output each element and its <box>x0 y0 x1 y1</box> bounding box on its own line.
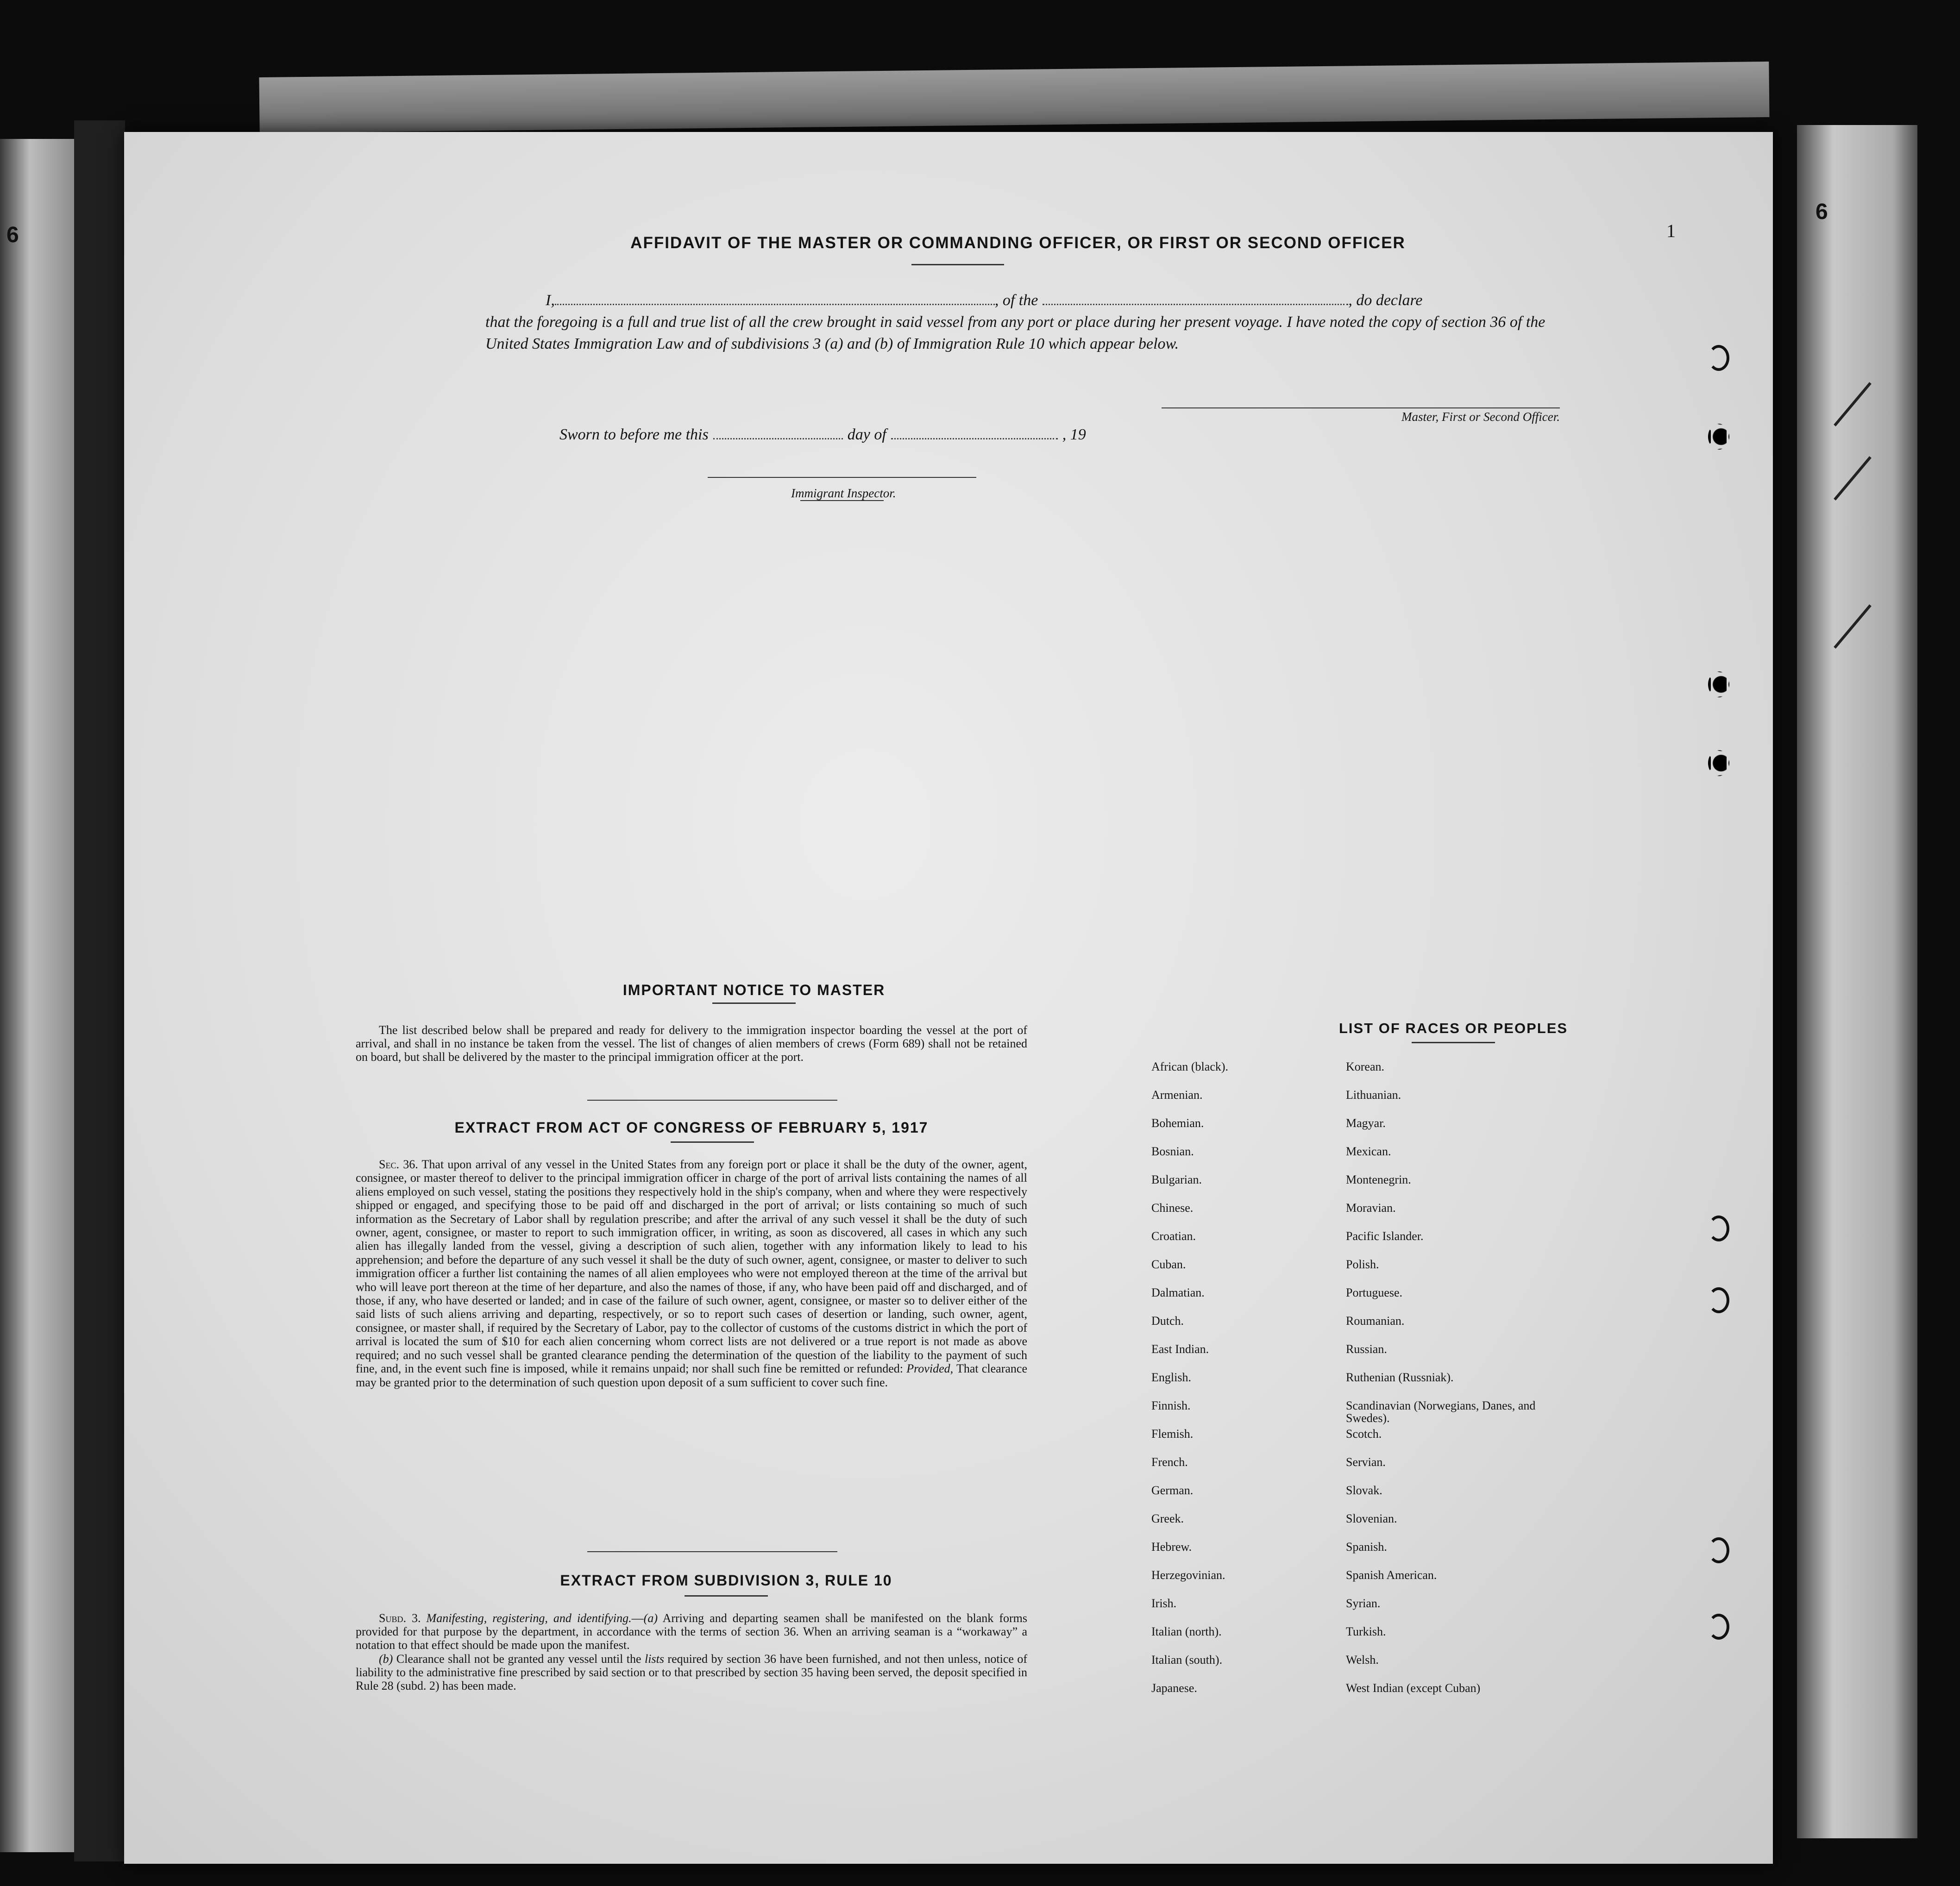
race-item: Greek. <box>1151 1512 1184 1525</box>
manifest-page <box>124 132 1773 1864</box>
subdivision-heading: Manifesting, registering, and identifying. <box>426 1611 632 1625</box>
race-item: Scotch. <box>1346 1427 1382 1441</box>
race-item: Bosnian. <box>1151 1145 1194 1158</box>
sworn-day-field[interactable] <box>713 435 843 439</box>
page-marker: 1 <box>1666 220 1676 241</box>
race-item: Ruthenian (Russniak). <box>1346 1371 1454 1384</box>
race-item: Lithuanian. <box>1346 1088 1401 1102</box>
race-item: Portuguese. <box>1346 1286 1403 1299</box>
affidavit-declaration <box>485 289 1560 355</box>
race-item: Scandinavian (Norwegians, Danes, and Swedes). <box>1346 1399 1536 1425</box>
race-item: Croatian. <box>1151 1229 1196 1243</box>
adjacent-right-sheet <box>1797 125 1917 1838</box>
race-item: Spanish American. <box>1346 1568 1437 1582</box>
proviso-text: That clearance may be granted prior to the determination of such question upon deposit of a sum sufficient to cover such fine. <box>356 1362 1027 1389</box>
signature-caption: Master, First or Second Officer. <box>1401 410 1560 424</box>
race-item: Montenegrin. <box>1346 1173 1411 1186</box>
race-item: Turkish. <box>1346 1625 1386 1638</box>
race-item: Servian. <box>1346 1455 1386 1469</box>
paragraph-b-lists: lists <box>645 1652 664 1666</box>
race-item: Italian (north). <box>1151 1625 1222 1638</box>
race-item: Cuban. <box>1151 1258 1186 1271</box>
check-mark <box>1834 604 1872 649</box>
race-item: Russian. <box>1346 1342 1387 1356</box>
proviso-label: Provided, <box>906 1362 954 1376</box>
race-item: African (black). <box>1151 1060 1229 1073</box>
race-item: Spanish. <box>1346 1540 1387 1554</box>
race-item: Mexican. <box>1346 1145 1391 1158</box>
race-item: German. <box>1151 1484 1194 1497</box>
notice-title: IMPORTANT NOTICE TO MASTER <box>622 982 886 998</box>
rule-extract-title: EXTRACT FROM SUBDIVISION 3, RULE 10 <box>560 1572 892 1589</box>
punch-hole <box>1708 345 1729 371</box>
section-36-text <box>356 1158 1027 1389</box>
race-item: Flemish. <box>1151 1427 1194 1441</box>
race-item: Roumanian. <box>1346 1314 1405 1328</box>
vessel-prefix: , of the <box>994 292 1038 309</box>
subdivision-label: Subd. 3. <box>379 1611 421 1625</box>
affidavit-body: that the foregoing is a full and true list of all the crew brought in said vessel from any port or place during her present voyage. I have noted the copy of section 36 of the United States Immigration Law and of subdivisions 3 (a) and (b) of Immigration Rule 10 which appear below. <box>485 313 1545 352</box>
paragraph-a: Subd. 3. Manifesting, registering, and identifying.—(a) Arriving and departing seamen shall be manifested on the blank forms provided for that purpose by the department, in accordance with the terms of section 36. When an arriving seaman is a “workaway” a notation to that effect should be made upon the manifest. <box>356 1611 1027 1652</box>
race-item: Bulgarian. <box>1151 1173 1202 1186</box>
race-item: Dutch. <box>1151 1314 1184 1328</box>
race-item: Herzegovinian. <box>1151 1568 1225 1582</box>
binding-strip <box>74 120 125 1861</box>
race-item: Finnish. <box>1151 1399 1191 1412</box>
paragraph-b-text-2: required by section 36 have been furnished, and not then unless, notice of liability to the administrative fine prescribed by said section or to that prescribed by section 35 having been served, the deposit specified in Rule 28 (subd. 2) has been made. <box>356 1652 1028 1693</box>
vessel-name-field[interactable] <box>1043 301 1348 305</box>
affidavit-title: AFFIDAVIT OF THE MASTER OR COMMANDING OFFICER, OR FIRST OR SECOND OFFICER <box>630 234 1406 252</box>
race-item: East Indian. <box>1151 1342 1209 1356</box>
race-item: Hebrew. <box>1151 1540 1192 1554</box>
adjacent-left-sheet <box>0 139 74 1852</box>
race-item: Magyar. <box>1346 1116 1386 1130</box>
race-item: Dalmatian. <box>1151 1286 1205 1299</box>
sworn-prefix: Sworn to before me this <box>559 426 709 443</box>
race-item: Japanese. <box>1151 1681 1197 1695</box>
signature-line[interactable] <box>1162 407 1560 408</box>
race-item: Polish. <box>1346 1258 1379 1271</box>
race-item: Chinese. <box>1151 1201 1194 1215</box>
notice-rule <box>712 1003 796 1004</box>
section-divider <box>587 1100 837 1101</box>
rule-extract-rule <box>685 1595 768 1597</box>
punch-hole <box>1708 671 1729 697</box>
race-item: Bohemian. <box>1151 1116 1204 1130</box>
act-extract-title: EXTRACT FROM ACT OF CONGRESS OF FEBRUARY 5, 1917 <box>454 1119 929 1136</box>
sworn-month-field[interactable] <box>891 435 1058 439</box>
check-mark <box>1834 382 1872 426</box>
inspector-caption: Immigrant Inspector. <box>791 486 896 500</box>
races-title-rule <box>1412 1042 1495 1043</box>
race-item: Korean. <box>1346 1060 1385 1073</box>
declarant-prefix: I, <box>546 292 555 309</box>
punch-hole <box>1708 750 1729 776</box>
sworn-year-label: , 19 <box>1062 426 1086 443</box>
race-item: French. <box>1151 1455 1188 1469</box>
race-item: Pacific Islander. <box>1346 1229 1424 1243</box>
races-list <box>1151 1060 1753 1710</box>
section-divider <box>587 1551 837 1552</box>
race-item: Moravian. <box>1346 1201 1396 1215</box>
declare-suffix: , do declare <box>1348 292 1423 309</box>
race-item: West Indian (except Cuban) <box>1346 1681 1481 1695</box>
declarant-name-field[interactable] <box>555 301 995 305</box>
paragraph-b <box>356 1652 1027 1693</box>
race-item: Irish. <box>1151 1597 1177 1610</box>
paragraph-b-text-1: Clearance shall not be granted any vessel until the <box>396 1652 641 1666</box>
paragraph-b-label: (b) <box>379 1652 393 1666</box>
race-item: English. <box>1151 1371 1191 1384</box>
races-list-title: LIST OF RACES OR PEOPLES <box>1338 1020 1568 1036</box>
title-rule <box>911 264 1004 265</box>
check-mark <box>1834 456 1872 501</box>
race-item: Welsh. <box>1346 1653 1379 1667</box>
left-sheet-number: 6 <box>6 223 19 247</box>
race-item: Armenian. <box>1151 1088 1203 1102</box>
punch-hole <box>1708 424 1729 450</box>
sworn-day-label: day of <box>847 426 886 443</box>
right-sheet-number: 6 <box>1816 200 1828 224</box>
race-item: Slovenian. <box>1346 1512 1397 1525</box>
background-sheet-edge <box>259 62 1769 133</box>
inspector-signature-line[interactable] <box>708 477 976 478</box>
race-item: Slovak. <box>1346 1484 1382 1497</box>
act-extract-rule <box>671 1141 754 1143</box>
race-item: Syrian. <box>1346 1597 1381 1610</box>
race-item: Italian (south). <box>1151 1653 1223 1667</box>
paragraph-a-text: Arriving and departing seamen shall be manifested on the blank forms provided for that purpose by the department, in accordance with the terms of section 36. When an arriving seaman is a “workaway” a notation to that effect should be made upon the manifest. <box>356 1611 1027 1652</box>
section-36-body: That upon arrival of any vessel in the United States from any foreign port or place it shall be the duty of the owner, agent, consignee, or master thereof to deliver to the principal immigration officer in charge of the port of arrival lists containing the names of all aliens employed on such vessel, stating the positions they respectively hold in the ship's company, when and where they were respectively shipped or engaged, and specifying those to be paid off and discharged in the port of arrival; or lists containing so much of such information as the Secretary of Labor shall by regulation prescribe; and after the arrival of any such vessel it shall be the duty of such owner, agent, consignee, or master to report to such immigration officer, in writing, as soon as discovered, all cases in which any such alien has illegally landed from the vessel, giving a description of such alien, together with any information likely to lead to his apprehension; and before the departure of any such vessel it shall be the duty of such owner, agent, consignee, or master to deliver to such immigration officer a further list containing the names of all alien employees who were not employed thereon at the time of the arrival but who will leave port thereon at the time of her departure, and also the names of those, if any, who have been paid off and discharged, and of those, if any, who have deserted or landed; and in case of the failure of such owner, agent, consignee, or master so to deliver either of the said lists of such aliens arriving and departing, respectively, or so to report such cases of desertion or landing, such owner, agent, consignee, or master shall, if required by the Secretary of Labor, pay to the collector of customs of the customs district in which the port of arrival is located the sum of $10 for each alien concerning whom correct lists are not delivered or a true report is not made as above required; and no such vessel shall be granted clearance pending the determination of the question of the liability to the payment of such fine, and, in the event such fine is imposed, while it remains unpaid; nor shall such fine be remitted or refunded: <box>356 1158 1027 1376</box>
section-label: Sec. 36. <box>379 1158 418 1171</box>
notice-body: The list described below shall be prepared and ready for delivery to the immigration inspector boarding the vessel at the port of arrival, and shall in no instance be taken from the vessel. The list of changes of alien members of crews (Form 689) shall not be retained on board, but shall be delivered by the master to the principal immigration officer at the port. <box>356 1023 1027 1064</box>
paragraph-a-label: (a) <box>643 1611 658 1625</box>
subdivision-3-text <box>356 1611 1027 1692</box>
sworn-statement <box>559 426 1086 444</box>
